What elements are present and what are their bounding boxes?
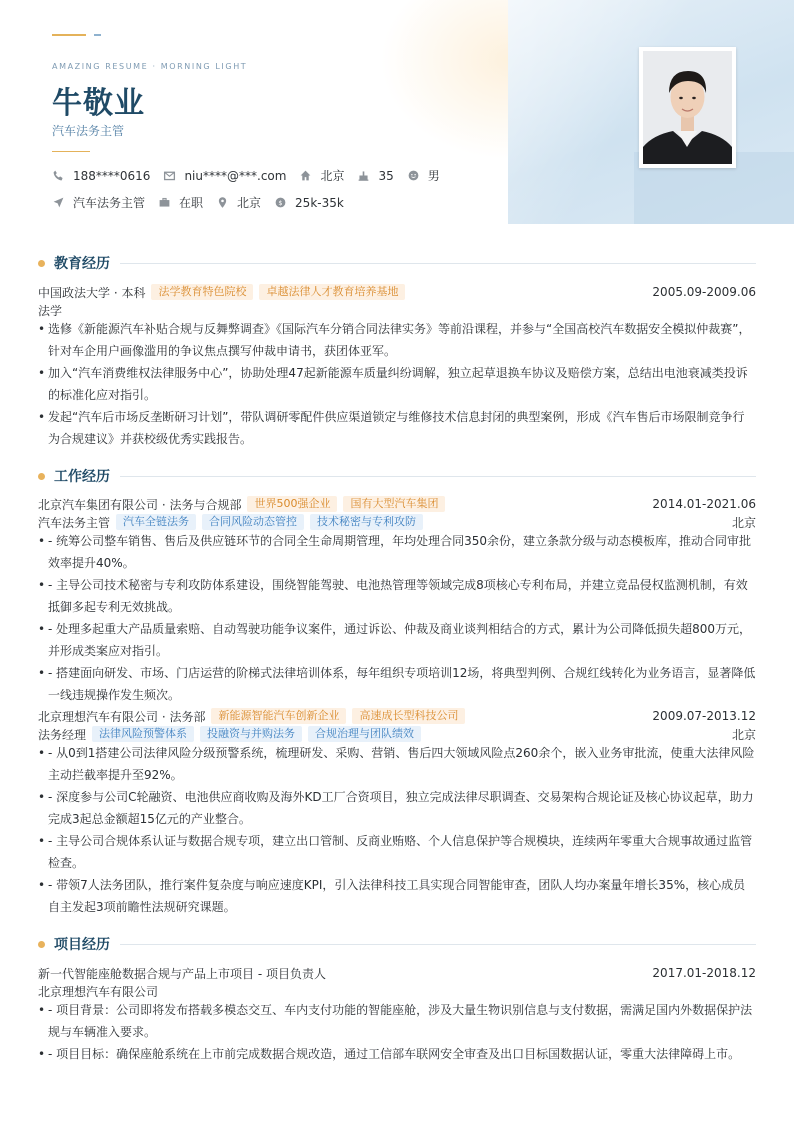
education-period: 2005.09-2009.06 xyxy=(652,285,756,299)
project-org-row xyxy=(38,982,756,1000)
job-role-row xyxy=(38,513,756,531)
city-item xyxy=(299,167,344,184)
section-dot-icon xyxy=(38,473,45,480)
resume-tagline: AMAZING RESUME · MORNING LIGHT xyxy=(52,62,248,71)
email-text: niu****@***.com xyxy=(184,168,287,183)
role-tag: 技术秘密与专利攻防 xyxy=(310,514,423,530)
smile-icon xyxy=(407,169,420,182)
gender-text: 男 xyxy=(427,169,440,183)
job-period: 2009.07-2013.12 xyxy=(652,709,756,723)
job-bullet: • - 处理多起重大产品质量索赔、自动驾驶功能争议案件，通过诉讼、仲裁及商业谈判相结合的方式，累计为公司降低损失超800万元，并形成类案应对指引。 xyxy=(38,622,752,658)
target-role-text: 汽车法务主管 xyxy=(73,196,146,210)
job-bullet: • - 深度参与公司C轮融资、电池供应商收购及海外KD工厂合资项目，独立完成法律尽职调查、交易架构合规论证及核心协议起草，助力完成3起总金额超15亿元的产业整合。 xyxy=(38,790,754,826)
target-city-text: 北京 xyxy=(237,196,262,210)
svg-text:$: $ xyxy=(278,198,283,207)
candidate-name: 牛敬业 xyxy=(52,86,145,121)
title-divider xyxy=(52,151,90,152)
coin-icon xyxy=(274,196,287,209)
company-tag: 国有大型汽车集团 xyxy=(343,496,445,512)
job-bullet: • - 统筹公司整车销售、售后及供应链环节的合同全生命周期管理，年均处理合同350余份，建立条款分级与动态模板库，推动合同审批效率提升40%。 xyxy=(38,534,752,570)
project-period: 2017.01-2018.12 xyxy=(652,966,756,980)
job-period: 2014.01-2021.06 xyxy=(652,497,756,511)
job-role: 汽车法务主管 xyxy=(38,515,111,530)
email-icon xyxy=(163,169,176,182)
job-intent-row xyxy=(52,194,357,211)
role-tag: 汽车全链法务 xyxy=(116,514,196,530)
phone-icon xyxy=(52,169,65,182)
status-item xyxy=(158,194,203,211)
education-bullet: • 选修《新能源汽车补贴合规与反舞弊调查》《国际汽车分销合同法律实务》等前沿课程，并参与“全国高校汽车数据安全模拟仲裁赛”，针对车企用户画像滥用的争议焦点撰写仲裁申请书，获团体亚军。 xyxy=(38,322,751,358)
home-icon xyxy=(299,169,312,182)
profile-photo xyxy=(639,47,736,168)
avatar-portrait-icon xyxy=(643,51,732,164)
project-heading: 项目经历 xyxy=(54,937,110,953)
major: 法学 xyxy=(38,303,63,318)
project-bullet: • - 项目目标：确保座舱系统在上市前完成数据合规改造，通过工信部车联网安全审查及出口目标国数据认证，零重大法律障碍上市。 xyxy=(38,1047,741,1061)
school-name: 中国政法大学 · 本科 xyxy=(38,285,146,300)
school-tag: 法学教育特色院校 xyxy=(151,284,253,300)
age-text: 35 xyxy=(378,168,394,183)
education-school-row xyxy=(38,283,756,301)
project-title-row xyxy=(38,964,756,982)
phone-item xyxy=(52,169,150,183)
location-pin-icon xyxy=(216,196,229,209)
age-item xyxy=(357,169,393,183)
phone-text: 188****0616 xyxy=(73,168,151,183)
education-heading: 教育经历 xyxy=(54,256,110,272)
job-bullet: • - 主导公司技术秘密与专利攻防体系建设，围绕智能驾驶、电池热管理等领域完成8项核心专利布局，并建立竞品侵权监测机制，有效抵御多起专利无效挑战。 xyxy=(38,578,748,614)
section-dot-icon xyxy=(38,260,45,267)
job-bullet: • - 从0到1搭建公司法律风险分级预警系统，梳理研发、采购、营销、售后四大领域风险点260余个，嵌入业务审批流，使重大法律风险主动拦截率提升至92%。 xyxy=(38,746,755,782)
company-tag: 世界500强企业 xyxy=(247,496,337,512)
role-tag: 投融资与并购法务 xyxy=(200,726,302,742)
role-tag: 合同风险动态管控 xyxy=(202,514,304,530)
job-company-row xyxy=(38,495,756,513)
gender-item xyxy=(407,167,440,184)
section-dot-icon xyxy=(38,941,45,948)
target-role-item xyxy=(52,194,145,211)
school-tag: 卓越法律人才教育培养基地 xyxy=(259,284,405,300)
job-bullet: • - 主导公司合规体系认证与数据合规专项，建立出口管制、反商业贿赂、个人信息保护等合规模块，连续两年零重大合规事故通过监管检查。 xyxy=(38,834,753,870)
education-major-row xyxy=(38,301,756,319)
project-name: 新一代智能座舱数据合规与产品上市项目 - 项目负责人 xyxy=(38,966,326,981)
job-bullet: • - 搭建面向研发、市场、门店运营的阶梯式法律培训体系，每年组织专项培训12场，将典型判例、合规红线转化为业务语言，显著降低一线违规操作发生频次。 xyxy=(38,666,756,702)
job-role-row xyxy=(38,725,756,743)
job-bullet: • - 带领7人法务团队，推行案件复杂度与响应速度KPI，引入法律科技工具实现合同智能审查，团队人均办案量年增长35%，核心成员自主发起3项前瞻性法规研究课题。 xyxy=(38,878,746,914)
job-location: 北京 xyxy=(731,515,756,530)
education-bullet: • 加入“汽车消费维权法律服务中心”，协助处理47起新能源车质量纠纷调解，独立起草退换车协议及赔偿方案，总结出电池衰减类投诉的标准化应对指引。 xyxy=(38,366,748,402)
education-bullet: • 发起“汽车后市场反垄断研习计划”，带队调研零配件供应渠道锁定与维修技术信息封闭的典型案例，形成《汽车售后市场限制竞争行为合规建议》并获校级优秀实践报告。 xyxy=(38,410,745,446)
work-section-header xyxy=(38,466,756,486)
project-bullet: • - 项目背景：公司即将发布搭载多模态交互、车内支付功能的智能座舱，涉及大量生物识别信息与支付数据，需满足国内外数据保护法规与车辆准入要求。 xyxy=(38,1003,753,1039)
email-item xyxy=(163,169,286,183)
company-tag: 高速成长型科技公司 xyxy=(352,708,465,724)
education-section-header xyxy=(38,253,756,273)
salary-text: 25k-35k xyxy=(295,195,344,210)
project-org: 北京理想汽车有限公司 xyxy=(38,984,159,999)
role-tag: 合规治理与团队绩效 xyxy=(308,726,421,742)
job-role: 法务经理 xyxy=(38,727,87,742)
salary-item xyxy=(274,196,344,210)
candidate-title: 汽车法务主管 xyxy=(52,124,125,138)
company-name: 北京理想汽车有限公司 · 法务部 xyxy=(38,709,206,724)
briefcase-icon xyxy=(158,196,171,209)
work-heading: 工作经历 xyxy=(54,469,110,485)
city-text: 北京 xyxy=(320,169,345,183)
send-icon xyxy=(52,196,65,209)
target-city-item xyxy=(216,194,261,211)
job-company-row xyxy=(38,707,756,725)
contact-row xyxy=(52,167,453,184)
cake-icon xyxy=(357,169,370,182)
project-section-header xyxy=(38,934,756,954)
company-name: 北京汽车集团有限公司 · 法务与合规部 xyxy=(38,497,242,512)
role-tag: 法律风险预警体系 xyxy=(92,726,194,742)
status-text: 在职 xyxy=(179,196,204,210)
job-location: 北京 xyxy=(731,727,756,742)
company-tag: 新能源智能汽车创新企业 xyxy=(211,708,346,724)
